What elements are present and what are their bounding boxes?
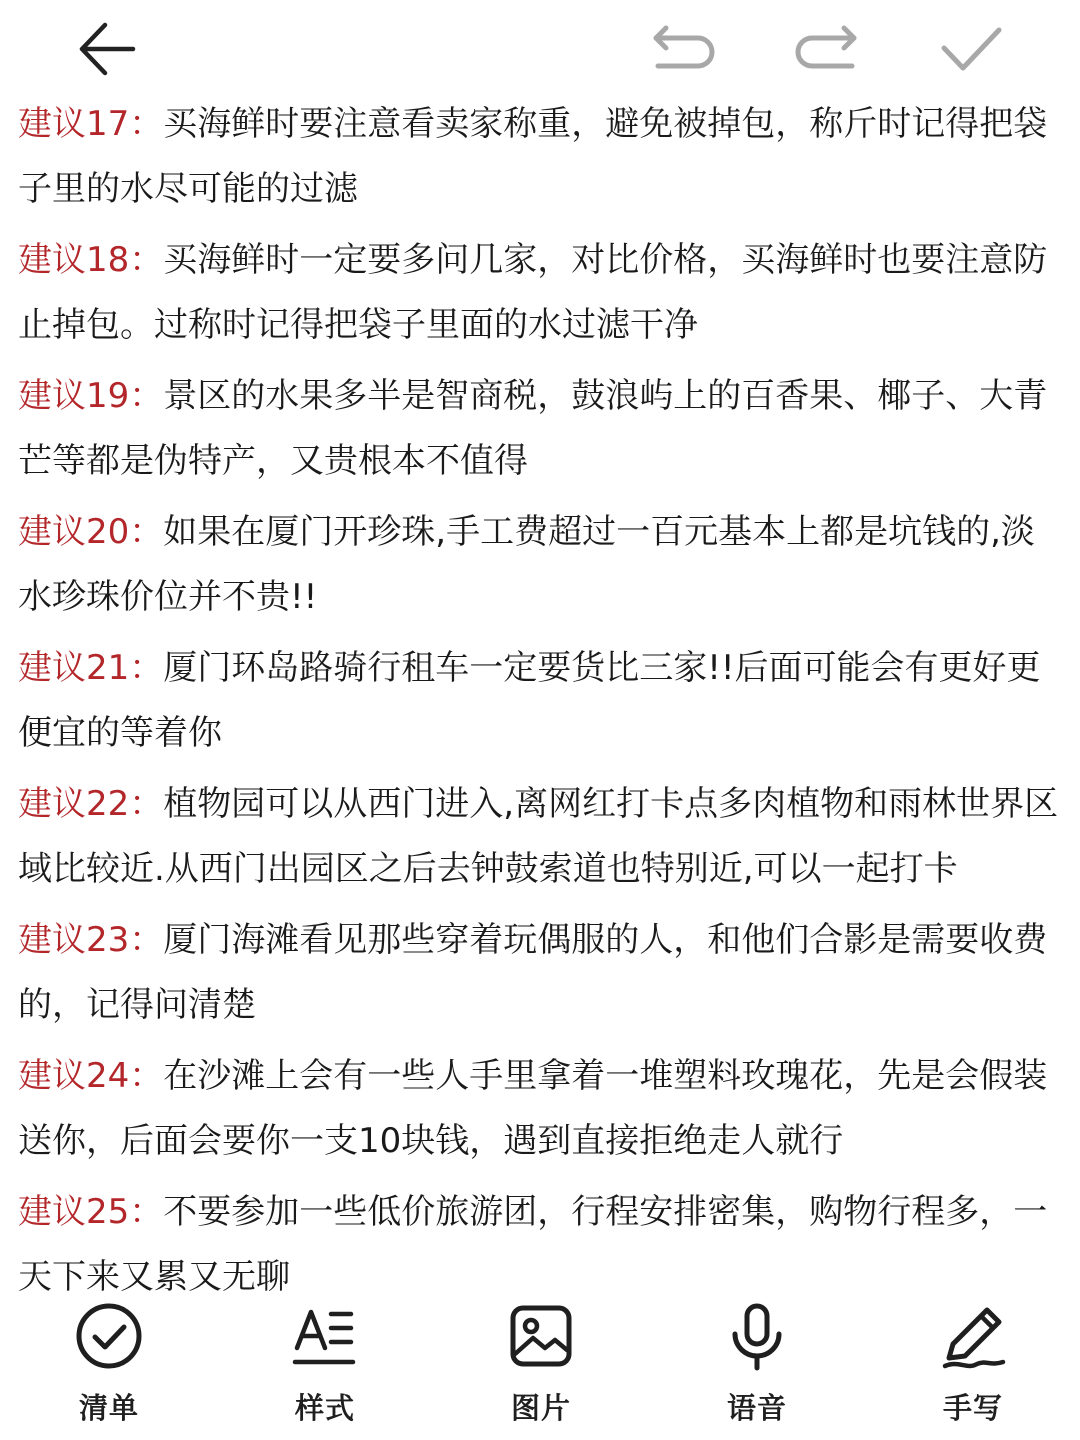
handwriting-button[interactable]	[903, 1298, 1043, 1428]
note-paragraph[interactable]	[18, 92, 1068, 222]
checklist-button[interactable]	[39, 1298, 179, 1428]
suggestion-text: 厦门海滩看见那些穿着玩偶服的人，和他们合影是需要收费的，记得问清楚	[18, 920, 1048, 1025]
top-toolbar	[0, 0, 1080, 96]
handwriting-label: 手写	[942, 1391, 1003, 1425]
voice-button[interactable]	[687, 1298, 827, 1428]
image-label: 图片	[510, 1391, 571, 1425]
suggestion-text: 买海鲜时一定要多问几家，对比价格，买海鲜时也要注意防止掉包。过称时记得把袋子里面的水过滤干净	[18, 240, 1048, 345]
check-icon[interactable]	[936, 14, 1006, 84]
text-style-icon	[287, 1298, 363, 1374]
suggestion-label: 建议24：	[18, 1056, 164, 1096]
note-body[interactable]	[18, 92, 1068, 1316]
image-icon	[503, 1298, 579, 1374]
checklist-icon	[71, 1298, 147, 1374]
bottom-toolbar	[0, 1290, 1080, 1440]
note-paragraph[interactable]	[18, 500, 1068, 630]
note-paragraph[interactable]	[18, 228, 1068, 358]
suggestion-label: 建议23：	[18, 920, 164, 960]
suggestion-text: 厦门环岛路骑行租车一定要货比三家!!后面可能会有更好更便宜的等着你	[18, 648, 1041, 753]
suggestion-label: 建议21：	[18, 648, 164, 688]
suggestion-label: 建议22：	[18, 784, 164, 824]
suggestion-label: 建议20：	[18, 512, 164, 552]
note-paragraph[interactable]	[18, 908, 1068, 1038]
suggestion-label: 建议19：	[18, 376, 164, 416]
suggestion-text: 如果在厦门开珍珠,手工费超过一百元基本上都是坑钱的,淡水珍珠价位并不贵!!	[18, 512, 1035, 617]
suggestion-text: 买海鲜时要注意看卖家称重，避免被掉包，称斤时记得把袋子里的水尽可能的过滤	[18, 104, 1048, 209]
image-button[interactable]	[471, 1298, 611, 1428]
suggestion-text: 植物园可以从西门进入,离网红打卡点多肉植物和雨林世界区域比较近.从西门出园区之后去钟鼓索道也特别近,可以一起打卡	[18, 784, 1059, 889]
text-style-label: 样式	[294, 1391, 355, 1425]
checklist-label: 清单	[78, 1391, 139, 1425]
note-paragraph[interactable]	[18, 636, 1068, 766]
note-paragraph[interactable]	[18, 1044, 1068, 1174]
redo-icon[interactable]	[792, 14, 862, 84]
pen-icon	[935, 1298, 1011, 1374]
suggestion-text: 景区的水果多半是智商税，鼓浪屿上的百香果、椰子、大青芒等都是伪特产，又贵根本不值得	[18, 376, 1048, 481]
suggestion-label: 建议17：	[18, 104, 164, 144]
undo-icon[interactable]	[648, 14, 718, 84]
note-paragraph[interactable]	[18, 772, 1068, 902]
voice-label: 语音	[726, 1391, 787, 1425]
suggestion-label: 建议25：	[18, 1192, 164, 1232]
microphone-icon	[719, 1298, 795, 1374]
suggestion-label: 建议18：	[18, 240, 164, 280]
text-style-button[interactable]	[255, 1298, 395, 1428]
suggestion-text: 在沙滩上会有一些人手里拿着一堆塑料玫瑰花，先是会假装送你，后面会要你一支10块钱，遇到直接拒绝走人就行	[18, 1056, 1048, 1161]
arrow-left-icon[interactable]	[72, 14, 142, 84]
suggestion-text: 不要参加一些低价旅游团，行程安排密集，购物行程多，一天下来又累又无聊	[18, 1192, 1048, 1297]
note-paragraph[interactable]	[18, 364, 1068, 494]
